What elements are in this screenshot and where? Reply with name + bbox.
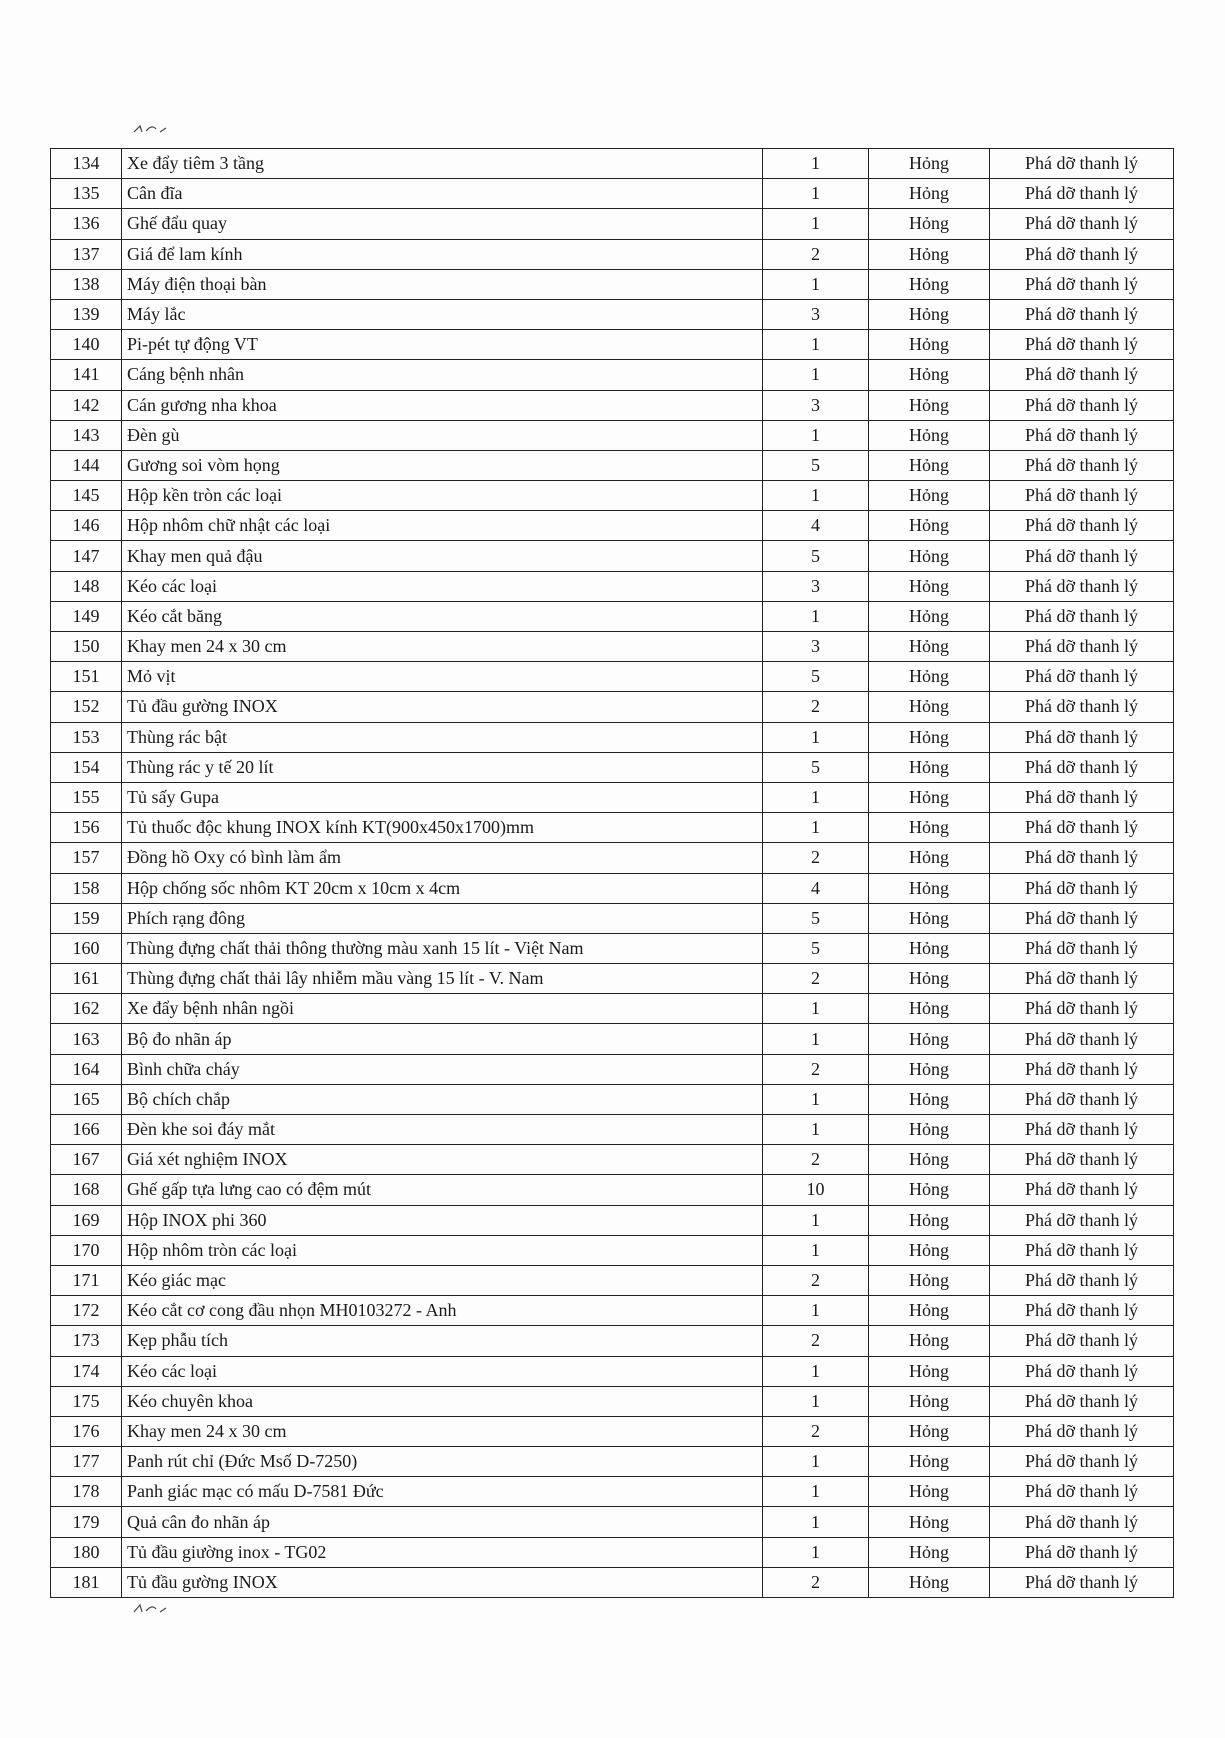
table-row — [51, 239, 1174, 269]
table-row — [51, 1567, 1174, 1597]
table-row — [51, 1084, 1174, 1114]
item-action: Phá dỡ thanh lý — [990, 1296, 1174, 1326]
item-name: Hộp INOX phi 360 — [122, 1205, 763, 1235]
row-number: 158 — [51, 873, 122, 903]
item-action: Phá dỡ thanh lý — [990, 873, 1174, 903]
inventory-table — [50, 148, 1174, 1598]
item-quantity: 4 — [763, 511, 869, 541]
item-action: Phá dỡ thanh lý — [990, 933, 1174, 963]
table-row — [51, 1175, 1174, 1205]
item-name: Giá xét nghiệm INOX — [122, 1145, 763, 1175]
table-row — [51, 1265, 1174, 1295]
row-number: 175 — [51, 1386, 122, 1416]
row-number: 174 — [51, 1356, 122, 1386]
item-status: Hỏng — [869, 873, 990, 903]
item-name: Thùng đựng chất thải thông thường màu xanh 15 lít - Việt Nam — [122, 933, 763, 963]
item-quantity: 2 — [763, 1567, 869, 1597]
item-name: Thùng rác bật — [122, 722, 763, 752]
item-name: Thùng rác y tế 20 lít — [122, 752, 763, 782]
row-number: 172 — [51, 1296, 122, 1326]
table-row — [51, 541, 1174, 571]
item-quantity: 1 — [763, 1235, 869, 1265]
item-name: Bộ đo nhãn áp — [122, 1024, 763, 1054]
row-number: 139 — [51, 299, 122, 329]
item-quantity: 1 — [763, 1296, 869, 1326]
row-number: 145 — [51, 481, 122, 511]
item-quantity: 1 — [763, 209, 869, 239]
table-row — [51, 1416, 1174, 1446]
row-number: 164 — [51, 1054, 122, 1084]
item-name: Ghế đẩu quay — [122, 209, 763, 239]
item-status: Hỏng — [869, 1084, 990, 1114]
item-action: Phá dỡ thanh lý — [990, 1356, 1174, 1386]
table-row — [51, 269, 1174, 299]
item-name: Mỏ vịt — [122, 662, 763, 692]
item-quantity: 1 — [763, 1356, 869, 1386]
table-row — [51, 1356, 1174, 1386]
row-number: 153 — [51, 722, 122, 752]
table-row — [51, 964, 1174, 994]
item-status: Hỏng — [869, 1296, 990, 1326]
item-quantity: 1 — [763, 420, 869, 450]
item-quantity: 1 — [763, 782, 869, 812]
item-status: Hỏng — [869, 782, 990, 812]
item-name: Hộp kền tròn các loại — [122, 481, 763, 511]
item-action: Phá dỡ thanh lý — [990, 149, 1174, 179]
item-status: Hỏng — [869, 1416, 990, 1446]
item-action: Phá dỡ thanh lý — [990, 1447, 1174, 1477]
table-row — [51, 571, 1174, 601]
item-name: Đèn khe soi đáy mắt — [122, 1115, 763, 1145]
item-action: Phá dỡ thanh lý — [990, 1175, 1174, 1205]
row-number: 137 — [51, 239, 122, 269]
item-name: Xe đẩy tiêm 3 tầng — [122, 149, 763, 179]
item-name: Cán gương nha khoa — [122, 390, 763, 420]
item-quantity: 1 — [763, 1084, 869, 1114]
item-status: Hỏng — [869, 601, 990, 631]
item-status: Hỏng — [869, 903, 990, 933]
item-quantity: 2 — [763, 1265, 869, 1295]
item-status: Hỏng — [869, 1386, 990, 1416]
table-row — [51, 1205, 1174, 1235]
table-row — [51, 632, 1174, 662]
item-action: Phá dỡ thanh lý — [990, 1416, 1174, 1446]
row-number: 170 — [51, 1235, 122, 1265]
item-status: Hỏng — [869, 1567, 990, 1597]
item-status: Hỏng — [869, 1205, 990, 1235]
item-name: Tủ đầu giường inox - TG02 — [122, 1537, 763, 1567]
item-quantity: 1 — [763, 1507, 869, 1537]
table-row — [51, 1447, 1174, 1477]
table-row — [51, 873, 1174, 903]
row-number: 150 — [51, 632, 122, 662]
row-number: 166 — [51, 1115, 122, 1145]
item-status: Hỏng — [869, 149, 990, 179]
item-status: Hỏng — [869, 179, 990, 209]
item-quantity: 1 — [763, 179, 869, 209]
item-action: Phá dỡ thanh lý — [990, 1054, 1174, 1084]
item-status: Hỏng — [869, 1115, 990, 1145]
item-action: Phá dỡ thanh lý — [990, 179, 1174, 209]
item-name: Tủ sấy Gupa — [122, 782, 763, 812]
item-name: Xe đẩy bệnh nhân ngồi — [122, 994, 763, 1024]
item-action: Phá dỡ thanh lý — [990, 1024, 1174, 1054]
item-status: Hỏng — [869, 692, 990, 722]
item-status: Hỏng — [869, 1265, 990, 1295]
item-action: Phá dỡ thanh lý — [990, 1265, 1174, 1295]
table-row — [51, 450, 1174, 480]
item-name: Kéo giác mạc — [122, 1265, 763, 1295]
row-number: 171 — [51, 1265, 122, 1295]
item-action: Phá dỡ thanh lý — [990, 420, 1174, 450]
item-quantity: 1 — [763, 269, 869, 299]
item-status: Hỏng — [869, 239, 990, 269]
item-action: Phá dỡ thanh lý — [990, 481, 1174, 511]
item-quantity: 3 — [763, 299, 869, 329]
row-number: 178 — [51, 1477, 122, 1507]
item-name: Khay men 24 x 30 cm — [122, 1416, 763, 1446]
row-number: 154 — [51, 752, 122, 782]
row-number: 180 — [51, 1537, 122, 1567]
item-name: Đồng hồ Oxy có bình làm ẩm — [122, 843, 763, 873]
initials-mark-top — [130, 120, 190, 138]
item-action: Phá dỡ thanh lý — [990, 299, 1174, 329]
item-action: Phá dỡ thanh lý — [990, 601, 1174, 631]
item-action: Phá dỡ thanh lý — [990, 692, 1174, 722]
item-quantity: 1 — [763, 1477, 869, 1507]
table-row — [51, 420, 1174, 450]
item-status: Hỏng — [869, 813, 990, 843]
table-row — [51, 149, 1174, 179]
item-quantity: 1 — [763, 994, 869, 1024]
item-quantity: 3 — [763, 390, 869, 420]
item-name: Hộp nhôm chữ nhật các loại — [122, 511, 763, 541]
item-quantity: 2 — [763, 1416, 869, 1446]
row-number: 159 — [51, 903, 122, 933]
item-quantity: 2 — [763, 239, 869, 269]
table-row — [51, 722, 1174, 752]
item-action: Phá dỡ thanh lý — [990, 903, 1174, 933]
item-action: Phá dỡ thanh lý — [990, 782, 1174, 812]
item-status: Hỏng — [869, 450, 990, 480]
table-row — [51, 330, 1174, 360]
row-number: 177 — [51, 1447, 122, 1477]
item-action: Phá dỡ thanh lý — [990, 632, 1174, 662]
item-status: Hỏng — [869, 1447, 990, 1477]
item-status: Hỏng — [869, 662, 990, 692]
table-row — [51, 360, 1174, 390]
item-status: Hỏng — [869, 933, 990, 963]
item-quantity: 2 — [763, 964, 869, 994]
item-quantity: 3 — [763, 632, 869, 662]
row-number: 141 — [51, 360, 122, 390]
item-status: Hỏng — [869, 632, 990, 662]
item-quantity: 1 — [763, 1205, 869, 1235]
item-status: Hỏng — [869, 1477, 990, 1507]
item-name: Tủ đầu gường INOX — [122, 692, 763, 722]
item-quantity: 3 — [763, 571, 869, 601]
item-name: Bộ chích chắp — [122, 1084, 763, 1114]
row-number: 169 — [51, 1205, 122, 1235]
item-status: Hỏng — [869, 1507, 990, 1537]
item-status: Hỏng — [869, 481, 990, 511]
item-action: Phá dỡ thanh lý — [990, 450, 1174, 480]
item-action: Phá dỡ thanh lý — [990, 1145, 1174, 1175]
item-status: Hỏng — [869, 1175, 990, 1205]
table-row — [51, 1024, 1174, 1054]
item-name: Bình chữa cháy — [122, 1054, 763, 1084]
item-action: Phá dỡ thanh lý — [990, 269, 1174, 299]
table-row — [51, 1115, 1174, 1145]
table-row — [51, 209, 1174, 239]
item-status: Hỏng — [869, 1054, 990, 1084]
row-number: 161 — [51, 964, 122, 994]
table-row — [51, 752, 1174, 782]
initials-mark-bottom — [130, 1600, 190, 1618]
item-action: Phá dỡ thanh lý — [990, 390, 1174, 420]
item-name: Kéo cắt cơ cong đầu nhọn MH0103272 - Anh — [122, 1296, 763, 1326]
row-number: 138 — [51, 269, 122, 299]
item-quantity: 1 — [763, 149, 869, 179]
item-action: Phá dỡ thanh lý — [990, 752, 1174, 782]
item-status: Hỏng — [869, 752, 990, 782]
row-number: 160 — [51, 933, 122, 963]
item-quantity: 10 — [763, 1175, 869, 1205]
item-status: Hỏng — [869, 511, 990, 541]
item-name: Kéo các loại — [122, 571, 763, 601]
item-status: Hỏng — [869, 1537, 990, 1567]
item-quantity: 5 — [763, 450, 869, 480]
item-name: Máy điện thoại bàn — [122, 269, 763, 299]
row-number: 157 — [51, 843, 122, 873]
item-quantity: 2 — [763, 843, 869, 873]
row-number: 162 — [51, 994, 122, 1024]
table-row — [51, 782, 1174, 812]
item-action: Phá dỡ thanh lý — [990, 662, 1174, 692]
item-action: Phá dỡ thanh lý — [990, 360, 1174, 390]
row-number: 156 — [51, 813, 122, 843]
item-name: Ghế gấp tựa lưng cao có đệm mút — [122, 1175, 763, 1205]
item-status: Hỏng — [869, 1356, 990, 1386]
row-number: 146 — [51, 511, 122, 541]
table-row — [51, 813, 1174, 843]
item-status: Hỏng — [869, 360, 990, 390]
item-status: Hỏng — [869, 541, 990, 571]
item-name: Thùng đựng chất thải lây nhiễm mầu vàng 15 lít - V. Nam — [122, 964, 763, 994]
row-number: 149 — [51, 601, 122, 631]
item-quantity: 1 — [763, 722, 869, 752]
item-status: Hỏng — [869, 390, 990, 420]
row-number: 148 — [51, 571, 122, 601]
item-action: Phá dỡ thanh lý — [990, 1477, 1174, 1507]
table-row — [51, 692, 1174, 722]
item-quantity: 5 — [763, 662, 869, 692]
item-action: Phá dỡ thanh lý — [990, 239, 1174, 269]
row-number: 167 — [51, 1145, 122, 1175]
row-number: 147 — [51, 541, 122, 571]
item-quantity: 1 — [763, 601, 869, 631]
item-quantity: 4 — [763, 873, 869, 903]
item-action: Phá dỡ thanh lý — [990, 1205, 1174, 1235]
item-status: Hỏng — [869, 1024, 990, 1054]
item-name: Cân đĩa — [122, 179, 763, 209]
item-quantity: 2 — [763, 1145, 869, 1175]
item-status: Hỏng — [869, 1326, 990, 1356]
item-status: Hỏng — [869, 722, 990, 752]
item-quantity: 2 — [763, 1326, 869, 1356]
row-number: 152 — [51, 692, 122, 722]
table-row — [51, 179, 1174, 209]
table-row — [51, 299, 1174, 329]
table-row — [51, 994, 1174, 1024]
item-name: Khay men 24 x 30 cm — [122, 632, 763, 662]
item-status: Hỏng — [869, 330, 990, 360]
item-action: Phá dỡ thanh lý — [990, 994, 1174, 1024]
item-name: Hộp chống sốc nhôm KT 20cm x 10cm x 4cm — [122, 873, 763, 903]
item-name: Kẹp phẫu tích — [122, 1326, 763, 1356]
table-row — [51, 511, 1174, 541]
item-action: Phá dỡ thanh lý — [990, 1567, 1174, 1597]
row-number: 143 — [51, 420, 122, 450]
item-status: Hỏng — [869, 209, 990, 239]
item-status: Hỏng — [869, 269, 990, 299]
item-name: Panh giác mạc có mấu D-7581 Đức — [122, 1477, 763, 1507]
row-number: 179 — [51, 1507, 122, 1537]
item-status: Hỏng — [869, 299, 990, 329]
item-status: Hỏng — [869, 994, 990, 1024]
item-action: Phá dỡ thanh lý — [990, 1537, 1174, 1567]
item-action: Phá dỡ thanh lý — [990, 813, 1174, 843]
item-action: Phá dỡ thanh lý — [990, 1115, 1174, 1145]
item-action: Phá dỡ thanh lý — [990, 209, 1174, 239]
item-action: Phá dỡ thanh lý — [990, 964, 1174, 994]
item-action: Phá dỡ thanh lý — [990, 843, 1174, 873]
item-quantity: 5 — [763, 933, 869, 963]
item-quantity: 2 — [763, 692, 869, 722]
row-number: 155 — [51, 782, 122, 812]
item-quantity: 1 — [763, 1024, 869, 1054]
item-quantity: 1 — [763, 813, 869, 843]
item-name: Kéo các loại — [122, 1356, 763, 1386]
item-name: Khay men quả đậu — [122, 541, 763, 571]
item-quantity: 1 — [763, 1447, 869, 1477]
item-name: Tủ thuốc độc khung INOX kính KT(900x450x1700)mm — [122, 813, 763, 843]
item-action: Phá dỡ thanh lý — [990, 330, 1174, 360]
item-status: Hỏng — [869, 420, 990, 450]
item-quantity: 1 — [763, 1537, 869, 1567]
table-row — [51, 662, 1174, 692]
table-row — [51, 1477, 1174, 1507]
item-status: Hỏng — [869, 843, 990, 873]
row-number: 181 — [51, 1567, 122, 1597]
item-action: Phá dỡ thanh lý — [990, 1326, 1174, 1356]
table-row — [51, 933, 1174, 963]
item-action: Phá dỡ thanh lý — [990, 1386, 1174, 1416]
table-body — [51, 149, 1174, 1598]
item-action: Phá dỡ thanh lý — [990, 1084, 1174, 1114]
item-name: Hộp nhôm tròn các loại — [122, 1235, 763, 1265]
item-name: Đèn gù — [122, 420, 763, 450]
item-quantity: 2 — [763, 1054, 869, 1084]
table-row — [51, 1145, 1174, 1175]
table-row — [51, 390, 1174, 420]
row-number: 142 — [51, 390, 122, 420]
row-number: 176 — [51, 1416, 122, 1446]
item-action: Phá dỡ thanh lý — [990, 1507, 1174, 1537]
item-status: Hỏng — [869, 1235, 990, 1265]
item-quantity: 1 — [763, 1386, 869, 1416]
row-number: 136 — [51, 209, 122, 239]
item-quantity: 1 — [763, 1115, 869, 1145]
table-row — [51, 601, 1174, 631]
row-number: 173 — [51, 1326, 122, 1356]
item-name: Kéo cắt băng — [122, 601, 763, 631]
table-row — [51, 1507, 1174, 1537]
item-quantity: 1 — [763, 360, 869, 390]
table-row — [51, 1296, 1174, 1326]
item-status: Hỏng — [869, 964, 990, 994]
item-action: Phá dỡ thanh lý — [990, 541, 1174, 571]
item-action: Phá dỡ thanh lý — [990, 571, 1174, 601]
table-row — [51, 1235, 1174, 1265]
item-name: Tủ đầu gường INOX — [122, 1567, 763, 1597]
table-row — [51, 1537, 1174, 1567]
row-number: 165 — [51, 1084, 122, 1114]
table-row — [51, 843, 1174, 873]
item-action: Phá dỡ thanh lý — [990, 722, 1174, 752]
row-number: 134 — [51, 149, 122, 179]
row-number: 140 — [51, 330, 122, 360]
table-row — [51, 481, 1174, 511]
row-number: 135 — [51, 179, 122, 209]
item-quantity: 5 — [763, 903, 869, 933]
item-name: Cáng bệnh nhân — [122, 360, 763, 390]
row-number: 144 — [51, 450, 122, 480]
item-name: Panh rút chỉ (Đức Msố D-7250) — [122, 1447, 763, 1477]
row-number: 163 — [51, 1024, 122, 1054]
item-action: Phá dỡ thanh lý — [990, 1235, 1174, 1265]
item-quantity: 1 — [763, 330, 869, 360]
item-status: Hỏng — [869, 571, 990, 601]
item-status: Hỏng — [869, 1145, 990, 1175]
item-action: Phá dỡ thanh lý — [990, 511, 1174, 541]
item-name: Máy lắc — [122, 299, 763, 329]
item-name: Gương soi vòm họng — [122, 450, 763, 480]
item-name: Quả cân đo nhãn áp — [122, 1507, 763, 1537]
item-name: Giá để lam kính — [122, 239, 763, 269]
row-number: 168 — [51, 1175, 122, 1205]
table-row — [51, 1054, 1174, 1084]
row-number: 151 — [51, 662, 122, 692]
item-quantity: 1 — [763, 481, 869, 511]
item-quantity: 5 — [763, 541, 869, 571]
item-quantity: 5 — [763, 752, 869, 782]
table-row — [51, 1326, 1174, 1356]
item-name: Pi-pét tự động VT — [122, 330, 763, 360]
item-name: Kéo chuyên khoa — [122, 1386, 763, 1416]
item-name: Phích rạng đông — [122, 903, 763, 933]
table-row — [51, 1386, 1174, 1416]
table-row — [51, 903, 1174, 933]
